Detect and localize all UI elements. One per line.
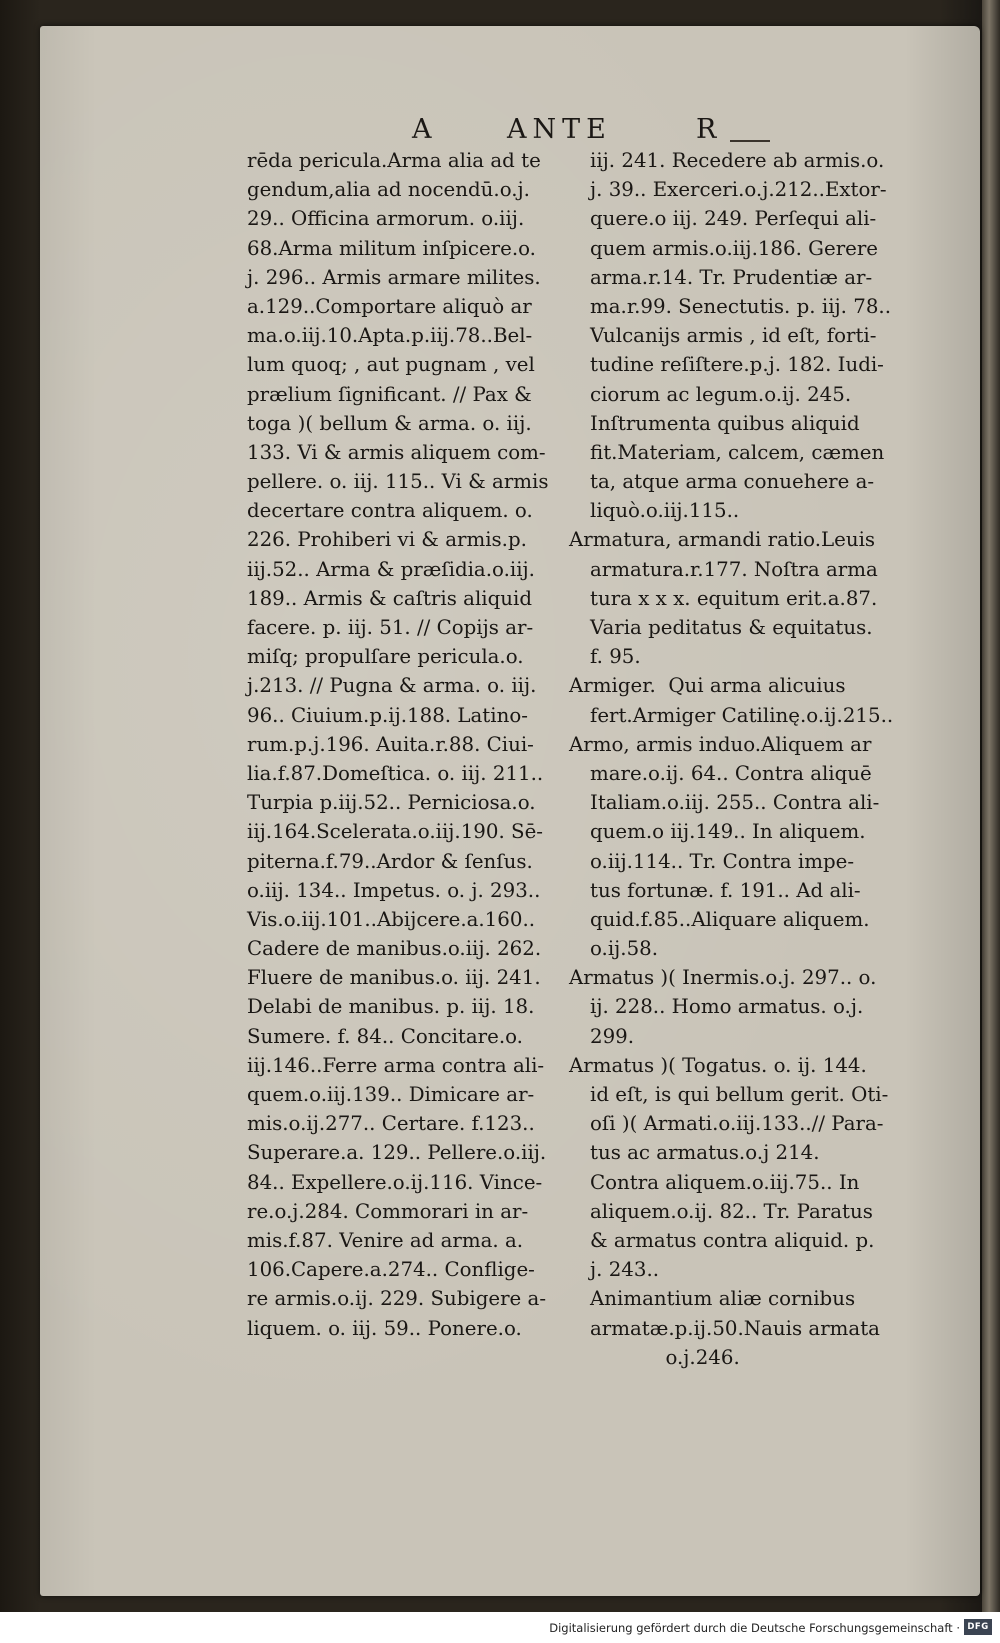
text-line: quid.f.85..Aliquare aliquem. <box>590 907 870 931</box>
text-line: 133. Vi & armis aliquem com- <box>247 440 546 464</box>
text-line: Armatus )( Inermis.o.j. 297.. o. <box>569 966 877 990</box>
text-line: iij.146..Ferre arma contra ali- <box>247 1053 545 1077</box>
footer-bar <box>0 1612 1000 1643</box>
header-word-ante: ANTE <box>507 114 612 145</box>
text-line: Fluere de manibus.o. iij. 241. <box>247 966 541 990</box>
text-line: armatura.r.177. Noſtra arma <box>590 557 878 581</box>
header-letter-r: R <box>696 114 719 145</box>
text-line: 189.. Armis & caſtris aliquid <box>247 586 532 610</box>
text-line: j. 243.. <box>590 1258 660 1282</box>
text-line: lia.f.87.Domeſtica. o. iij. 211.. <box>247 761 544 785</box>
text-line: a.129..Comportare aliquò ar <box>247 294 532 318</box>
text-line: Armatus )( Togatus. o. ij. 144. <box>569 1053 867 1077</box>
text-line: Armiger. Qui arma alicuius <box>569 674 846 698</box>
text-line: 106.Capere.a.274.. Confligе- <box>247 1258 535 1282</box>
text-line: piterna.f.79..Ardor & ſenſus. <box>247 849 533 873</box>
text-line: rēda pericula.Arma alia ad te <box>247 149 541 172</box>
text-line: toga )( bellum & arma. o. iij. <box>247 411 532 435</box>
text-line: ciorum ac legum.o.ij. 245. <box>590 382 852 406</box>
text-line: re armis.o.ij. 229. Subigere a- <box>247 1287 547 1311</box>
text-line: j. 296.. Armis armare milites. <box>247 265 541 289</box>
text-line: 226. Prohiberi vi & armis.p. <box>247 528 527 552</box>
text-line: ma.r.99. Senectutis. p. iij. 78.. <box>590 294 891 318</box>
text-line: tus ac armatus.o.j 214. <box>590 1141 820 1165</box>
text-line: tura x x x. equitum erit.a.87. <box>590 586 878 610</box>
text-line: Superare.a. 129.. Pellere.o.iij. <box>247 1141 547 1165</box>
text-line: o.iij. 134.. Impetus. o. j. 293.. <box>247 878 541 902</box>
text-line: o.iij.114.. Tr. Contra impe- <box>590 849 855 873</box>
text-line: quere.o iij. 249. Perſequi ali- <box>590 207 877 231</box>
text-line: miſq; propulſare pericula.o. <box>247 645 524 669</box>
text-line: 68.Arma militum inſpicere.o. <box>247 236 536 260</box>
text-line: re.o.j.284. Commorari in ar- <box>247 1199 529 1223</box>
page-edge-strip <box>982 0 1000 1612</box>
dfg-logo-icon: DFG <box>964 1619 992 1635</box>
text-line: quem.o iij.149.. In aliquem. <box>590 820 866 844</box>
text-line: ma.o.iij.10.Apta.p.iij.78..Bel- <box>247 324 533 348</box>
text-line: Vis.o.iij.101..Abijcere.a.160.. <box>247 907 536 931</box>
text-line: f. 95. <box>590 645 641 669</box>
text-line: Sumere. f. 84.. Concitare.o. <box>247 1024 523 1048</box>
text-line: quem armis.o.iij.186. Gerere <box>590 236 879 260</box>
text-line: 29.. Officina armorum. o.iij. <box>247 207 525 231</box>
text-line: o.ij.58. <box>590 937 659 961</box>
text-line: Delabi de manibus. p. iij. 18. <box>247 995 535 1019</box>
text-line: j. 39.. Exerceri.o.j.212..Extor- <box>590 178 887 202</box>
text-line: mis.o.ij.277.. Certare. f.123.. <box>247 1112 535 1136</box>
header-rule <box>730 140 770 142</box>
text-line: iij.164.Scelerata.o.iij.190. Sē- <box>247 820 543 844</box>
text-line: mis.f.87. Venire ad arma. a. <box>247 1228 524 1252</box>
book-page <box>40 26 980 1596</box>
text-line: fit.Materiam, calcem, cæmen <box>590 440 885 464</box>
right-text-column <box>569 146 893 1372</box>
text-line: pellere. o. iij. 115.. Vi & armis <box>247 470 549 494</box>
text-line: Turpia p.iij.52.. Perniciosa.o. <box>247 791 536 815</box>
text-line: decertare contra aliquem. o. <box>247 499 533 523</box>
text-line: o.j.246. <box>590 1345 740 1369</box>
text-line: Italiam.o.iij. 255.. Contra ali- <box>590 791 880 815</box>
text-line: Vulcanijs armis , id eſt, forti- <box>590 324 877 348</box>
funding-credit: Digitalisierung gefördert durch die Deutsche Forschungsgemeinschaft · <box>549 1621 960 1635</box>
text-line: Armo, armis induo.Aliquem ar <box>569 732 872 756</box>
text-line: & armatus contra aliquid. p. <box>590 1228 875 1252</box>
text-line: armatæ.p.ij.50.Nauis armata <box>590 1316 880 1340</box>
text-line: facere. p. iij. 51. // Copijs ar- <box>247 616 534 639</box>
text-line: aliquem.o.ij. 82.. Tr. Paratus <box>590 1199 873 1223</box>
text-line: 84.. Expellere.o.ij.116. Vince- <box>247 1170 543 1194</box>
text-line: quem.o.iij.139.. Dimicare ar- <box>247 1083 535 1106</box>
text-line: 299. <box>590 1024 635 1048</box>
text-line: tudine reſiſtere.p.j. 182. Iudi- <box>590 353 884 377</box>
text-line: gendum,alia ad nocendū.o.j. <box>247 178 530 202</box>
text-line: Cadere de manibus.o.iij. 262. <box>247 937 542 961</box>
text-line: fert.Armiger Catilinę.o.ij.215.. <box>590 703 894 727</box>
text-line: iij.52.. Arma & præſidia.o.iij. <box>247 557 535 581</box>
text-line: j.213. // Pugna & arma. o. iij. <box>247 674 537 698</box>
text-line: 96.. Ciuium.p.ij.188. Latino- <box>247 703 528 727</box>
text-line: Inſtrumenta quibus aliquid <box>590 411 860 435</box>
text-line: Varia peditatus & equitatus. <box>590 616 873 639</box>
text-line: ij. 228.. Homo armatus. o.j. <box>590 995 864 1019</box>
text-line: arma.r.14. Tr. Prudentiæ ar- <box>590 265 873 289</box>
text-line: Animantium aliæ cornibus <box>590 1287 856 1311</box>
header-letter-a: A <box>412 114 434 145</box>
text-line: Contra aliquem.o.iij.75.. In <box>590 1170 860 1194</box>
left-text-column <box>247 146 549 1343</box>
text-line: iij. 241. Recedere ab armis.o. <box>590 149 885 172</box>
text-line: liquem. o. iij. 59.. Ponere.o. <box>247 1316 522 1340</box>
text-line: prælium ſignificant. // Pax & <box>247 382 532 406</box>
text-line: ta, atque arma conuehere a- <box>590 470 875 494</box>
text-line: mare.o.ij. 64.. Contra aliquē <box>590 761 872 785</box>
text-line: tus fortunæ. f. 191.. Ad ali- <box>590 878 861 902</box>
text-line: rum.p.j.196. Auita.r.88. Ciui- <box>247 732 534 756</box>
text-line: id eſt, is qui bellum gerit. Oti- <box>590 1083 889 1106</box>
text-line: oſi )( Armati.o.iij.133..// Para- <box>590 1112 884 1136</box>
text-line: lum quoq; , aut pugnam , vel <box>247 353 535 377</box>
text-line: liquò.o.iij.115.. <box>590 499 740 523</box>
text-line: Armatura, armandi ratio.Leuis <box>569 528 876 552</box>
